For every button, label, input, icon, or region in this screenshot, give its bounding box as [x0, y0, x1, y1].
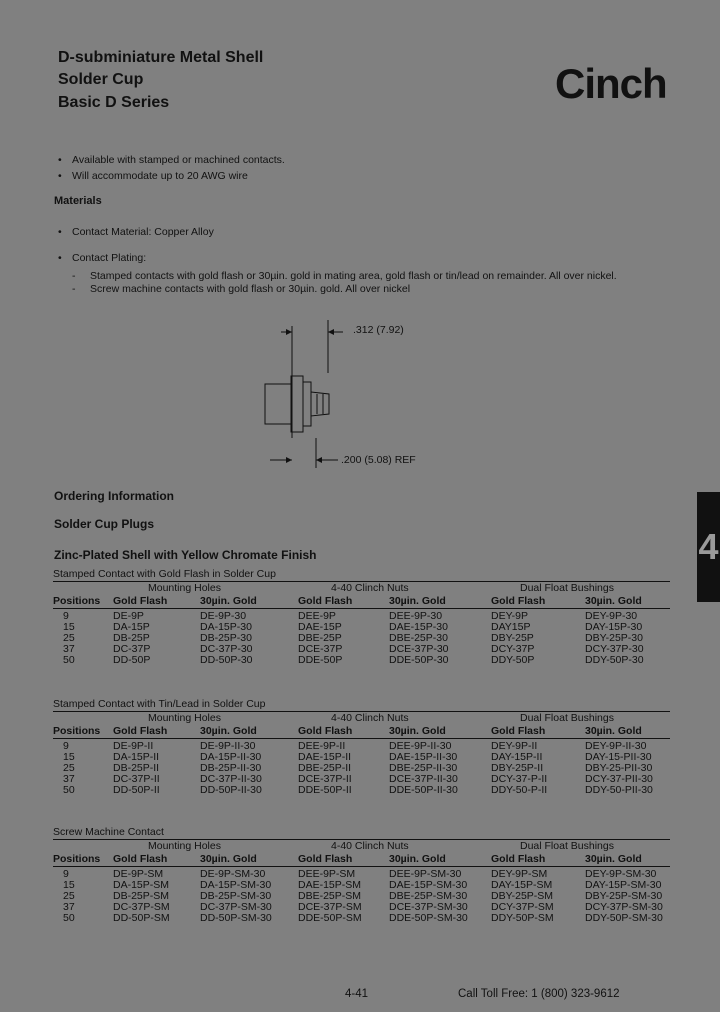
part-number-cell: DCY-37-P-II [491, 773, 548, 785]
part-number-cell: DBY-25-PII-30 [585, 762, 653, 774]
part-number-cell: DBE-25P-30 [389, 632, 448, 644]
part-number-cell: DDY-50P-30 [585, 654, 644, 666]
part-number-cell: DAE-15P-II-30 [389, 751, 458, 763]
column-header: 30µin. Gold [389, 853, 446, 865]
positions-cell: 15 [63, 751, 75, 763]
part-number-cell: DD-50P-II-30 [200, 784, 262, 796]
part-number-cell: DA-15P-SM-30 [200, 879, 272, 891]
column-header: Gold Flash [491, 853, 546, 865]
part-number-cell: DD-50P-II [113, 784, 160, 796]
bullet-icon: • [58, 154, 62, 166]
part-number-cell: DCE-37P [298, 643, 343, 655]
part-number-cell: DDY-50P-SM [491, 912, 554, 924]
cinch-logo: Cinch [555, 60, 667, 107]
part-number-cell: DAY15P [491, 621, 531, 633]
part-number-cell: DAE-15P-SM [298, 879, 362, 891]
dash-icon: - [72, 270, 76, 282]
part-number-cell: DBY-25P-SM [491, 890, 554, 902]
column-header: Gold Flash [113, 595, 168, 607]
part-number-cell: DAY-15P-II [491, 751, 543, 763]
part-number-cell: DAY-15P-SM [491, 879, 553, 891]
column-header: 30µin. Gold [585, 725, 642, 737]
column-header: Positions [53, 725, 101, 737]
part-number-cell: DAY-15P-30 [585, 621, 643, 633]
section-tab [697, 492, 720, 602]
part-number-cell: DBY-25P-30 [585, 632, 643, 644]
ordering-table [53, 698, 670, 798]
positions-cell: 15 [63, 879, 75, 891]
part-number-cell: DEE-9P [298, 610, 336, 622]
part-number-cell: DEY-9P [491, 610, 528, 622]
part-number-cell: DBY-25P-SM-30 [585, 890, 663, 902]
page-number: 4-41 [345, 988, 369, 1000]
part-number-cell: DBE-25P-II [298, 762, 352, 774]
part-number-cell: DEE-9P-II-30 [389, 740, 452, 752]
column-header: Gold Flash [491, 725, 546, 737]
part-number-cell: DD-50P-SM-30 [200, 912, 272, 924]
plating-item: Screw machine contacts with gold flash or 30µin. gold. All over nickel [90, 283, 411, 295]
plating-item: Stamped contacts with gold flash or 30µin. gold in mating area, gold flash or tin/lead on remainder. All over nickel. [90, 270, 617, 282]
column-header: 30µin. Gold [389, 725, 446, 737]
part-number-cell: DEY-9P-II-30 [585, 740, 647, 752]
part-number-cell: DA-15P-SM [113, 879, 170, 891]
positions-cell: 37 [63, 773, 75, 785]
ordering-table [53, 568, 670, 668]
part-number-cell: DEE-9P-SM [298, 868, 356, 880]
positions-cell: 9 [63, 868, 69, 880]
part-number-cell: DE-9P-SM-30 [200, 868, 266, 880]
column-header: 30µin. Gold [585, 595, 642, 607]
part-number-cell: DD-50P [113, 654, 151, 666]
part-number-cell: DE-9P-30 [200, 610, 247, 622]
part-number-cell: DBE-25P-SM [298, 890, 362, 902]
part-number-cell: DE-9P [113, 610, 144, 622]
part-number-cell: DCE-37P-30 [389, 643, 449, 655]
table-caption: Screw Machine Contact [53, 826, 164, 838]
dimension-top: .312 (7.92) [353, 324, 404, 336]
part-number-cell: DCY-37-PII-30 [585, 773, 653, 785]
part-number-cell: DBE-25P-SM-30 [389, 890, 468, 902]
column-group-label: Dual Float Bushings [520, 840, 614, 852]
positions-cell: 9 [63, 610, 69, 622]
positions-cell: 50 [63, 912, 75, 924]
column-group-label: Mounting Holes [148, 712, 221, 724]
feature-item: Available with stamped or machined contacts. [72, 154, 285, 166]
column-header: Positions [53, 595, 101, 607]
part-number-cell: DEE-9P-30 [389, 610, 443, 622]
part-number-cell: DDY-50-PII-30 [585, 784, 653, 796]
column-group-label: 4-40 Clinch Nuts [331, 582, 409, 594]
column-group-label: 4-40 Clinch Nuts [331, 840, 409, 852]
column-header: Gold Flash [298, 853, 353, 865]
part-number-cell: DB-25P-II [113, 762, 160, 774]
positions-cell: 50 [63, 784, 75, 796]
column-header: Positions [53, 853, 101, 865]
table-caption: Stamped Contact with Gold Flash in Solder Cup [53, 568, 276, 580]
part-number-cell: DEE-9P-SM-30 [389, 868, 462, 880]
part-number-cell: DDY-50-P-II [491, 784, 548, 796]
dash-icon: - [72, 283, 76, 295]
title-line-1: D-subminiature Metal Shell [58, 49, 264, 66]
positions-cell: 25 [63, 762, 75, 774]
ordering-subheading: Solder Cup Plugs [54, 517, 155, 531]
column-header: Gold Flash [113, 725, 168, 737]
part-number-cell: DC-37P-SM-30 [200, 901, 272, 913]
part-number-cell: DC-37P-II [113, 773, 160, 785]
column-group-label: Mounting Holes [148, 840, 221, 852]
header-rule [53, 738, 670, 739]
part-number-cell: DDE-50P-SM [298, 912, 362, 924]
positions-cell: 9 [63, 740, 69, 752]
part-number-cell: DC-37P [113, 643, 151, 655]
part-number-cell: DB-25P-II-30 [200, 762, 262, 774]
contact-plating: Contact Plating: [72, 252, 147, 264]
part-number-cell: DCE-37P-SM-30 [389, 901, 468, 913]
part-number-cell: DB-25P-SM-30 [200, 890, 272, 902]
column-header: 30µin. Gold [389, 595, 446, 607]
column-header: 30µin. Gold [200, 725, 257, 737]
part-number-cell: DE-9P-SM [113, 868, 164, 880]
section-tab-number: 4 [698, 526, 719, 567]
part-number-cell: DA-15P [113, 621, 150, 633]
positions-cell: 50 [63, 654, 75, 666]
contact-material: Contact Material: Copper Alloy [72, 226, 214, 238]
part-number-cell: DCY-37P-30 [585, 643, 644, 655]
bullet-icon: • [58, 252, 62, 264]
part-number-cell: DAE-15P-SM-30 [389, 879, 468, 891]
part-number-cell: DAE-15P [298, 621, 342, 633]
column-header: Gold Flash [298, 595, 353, 607]
part-number-cell: DE-9P-II [113, 740, 154, 752]
phone-number: Call Toll Free: 1 (800) 323-9612 [458, 988, 620, 1000]
bullet-icon: • [58, 226, 62, 238]
positions-cell: 25 [63, 632, 75, 644]
part-number-cell: DEY-9P-II [491, 740, 538, 752]
ordering-table [53, 826, 670, 926]
title-line-3: Basic D Series [58, 94, 170, 111]
part-number-cell: DEY-9P-SM [491, 868, 548, 880]
part-number-cell: DDE-50P [298, 654, 343, 666]
part-number-cell: DDE-50P-II-30 [389, 784, 458, 796]
positions-cell: 37 [63, 901, 75, 913]
part-number-cell: DEE-9P-II [298, 740, 346, 752]
part-number-cell: DD-50P-30 [200, 654, 253, 666]
part-number-cell: DBY-25P [491, 632, 534, 644]
part-number-cell: DDE-50P-SM-30 [389, 912, 468, 924]
part-number-cell: DCY-37P-SM [491, 901, 554, 913]
part-number-cell: DAE-15P-II [298, 751, 352, 763]
column-header: 30µin. Gold [200, 595, 257, 607]
part-number-cell: DDY-50P [491, 654, 535, 666]
part-number-cell: DA-15P-30 [200, 621, 252, 633]
header-rule [53, 866, 670, 867]
column-header: Gold Flash [491, 595, 546, 607]
part-number-cell: DCY-37P [491, 643, 535, 655]
part-number-cell: DBE-25P [298, 632, 342, 644]
part-number-cell: DD-50P-SM [113, 912, 170, 924]
dimension-bottom: .200 (5.08) REF [341, 454, 416, 466]
part-number-cell: DC-37P-30 [200, 643, 253, 655]
part-number-cell: DBY-25P-II [491, 762, 544, 774]
part-number-cell: DCE-37P-II [298, 773, 352, 785]
part-number-cell: DB-25P [113, 632, 150, 644]
column-header: Gold Flash [113, 853, 168, 865]
column-header: 30µin. Gold [585, 853, 642, 865]
part-number-cell: DA-15P-II-30 [200, 751, 262, 763]
ordering-heading: Ordering Information [54, 489, 174, 503]
feature-item: Will accommodate up to 20 AWG wire [72, 170, 248, 182]
part-number-cell: DAY-15-PII-30 [585, 751, 652, 763]
header-rule [53, 608, 670, 609]
part-number-cell: DCE-37P-SM [298, 901, 362, 913]
connector-drawing [255, 318, 535, 468]
positions-cell: 37 [63, 643, 75, 655]
column-group-label: 4-40 Clinch Nuts [331, 712, 409, 724]
part-number-cell: DA-15P-II [113, 751, 160, 763]
part-number-cell: DB-25P-SM [113, 890, 170, 902]
positions-cell: 25 [63, 890, 75, 902]
part-number-cell: DCE-37P-II-30 [389, 773, 458, 785]
part-number-cell: DDY-50P-SM-30 [585, 912, 663, 924]
part-number-cell: DE-9P-II-30 [200, 740, 256, 752]
column-group-label: Dual Float Bushings [520, 712, 614, 724]
part-number-cell: DEY-9P-SM-30 [585, 868, 657, 880]
connector-side-view-diagram [255, 318, 535, 468]
part-number-cell: DC-37P-II-30 [200, 773, 262, 785]
column-header: Gold Flash [298, 725, 353, 737]
table-caption: Stamped Contact with Tin/Lead in Solder Cup [53, 698, 266, 710]
part-number-cell: DEY-9P-30 [585, 610, 638, 622]
finish-heading: Zinc-Plated Shell with Yellow Chromate Finish [54, 548, 317, 562]
positions-cell: 15 [63, 621, 75, 633]
part-number-cell: DB-25P-30 [200, 632, 252, 644]
column-header: 30µin. Gold [200, 853, 257, 865]
part-number-cell: DBE-25P-II-30 [389, 762, 458, 774]
part-number-cell: DAE-15P-30 [389, 621, 448, 633]
materials-heading: Materials [54, 195, 102, 207]
title-line-2: Solder Cup [58, 71, 144, 88]
part-number-cell: DC-37P-SM [113, 901, 170, 913]
part-number-cell: DDE-50P-II [298, 784, 352, 796]
part-number-cell: DAY-15P-SM-30 [585, 879, 662, 891]
column-group-label: Dual Float Bushings [520, 582, 614, 594]
bullet-icon: • [58, 170, 62, 182]
column-group-label: Mounting Holes [148, 582, 221, 594]
part-number-cell: DCY-37P-SM-30 [585, 901, 663, 913]
part-number-cell: DDE-50P-30 [389, 654, 449, 666]
